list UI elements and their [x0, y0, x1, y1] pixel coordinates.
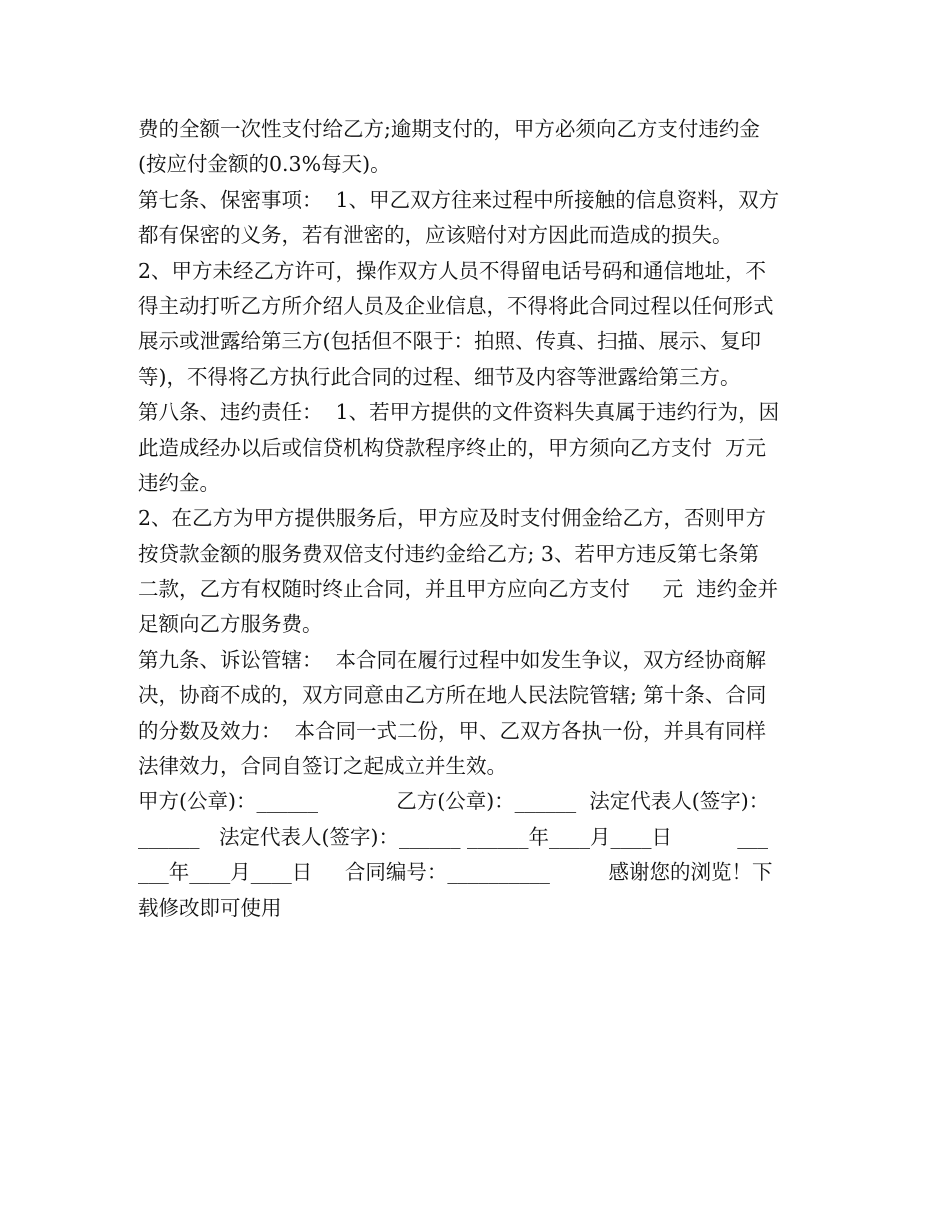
text-line: 2、甲方未经乙方许可，操作双方人员不得留电话号码和通信地址，不: [138, 258, 767, 283]
text-line: 展示或泄露给第三方(包括但不限于：拍照、传真、扫描、展示、复印: [138, 329, 761, 354]
text-line: 足额向乙方服务费。: [138, 612, 323, 637]
text-line: 第八条、违约责任： 1、若甲方提供的文件资料失真属于违约行为，因: [138, 400, 780, 425]
text-line: 此造成经办以后或信贷机构贷款程序终止的，甲方须向乙方支付 万元: [138, 435, 767, 460]
text-line: 二款，乙方有权随时终止合同，并且甲方应向乙方支付 元 违约金并: [138, 577, 779, 602]
text-line: 得主动打听乙方所介绍人员及企业信息，不得将此合同过程以任何形式: [138, 293, 774, 318]
text-line: 等)，不得将乙方执行此合同的过程、细节及内容等泄露给第三方。: [138, 364, 741, 389]
contract-text: [138, 112, 818, 926]
text-line: 第九条、诉讼管辖： 本合同在履行过程中如发生争议，双方经协商解: [138, 647, 767, 672]
text-line: 载修改即可使用: [138, 895, 282, 920]
text-line: 按贷款金额的服务费双倍支付违约金给乙方; 3、若甲方违反第七条第: [138, 541, 759, 566]
signature-line: 甲方(公章)：______ 乙方(公章)：______ 法定代表人(签字)：: [138, 789, 770, 814]
text-line: 决，协商不成的，双方同意由乙方所在地人民法院管辖; 第十条、合同: [138, 683, 767, 708]
signature-line: ___年____月____日 合同编号：__________ 感谢您的浏览！下: [138, 860, 773, 885]
signature-line: ______ 法定代表人(签字)：______ ______年____月____日 ___: [138, 824, 768, 849]
text-line: (按应付金额的0.3%每天)。: [138, 152, 391, 177]
text-line: 法律效力，合同自签订之起成立并生效。: [138, 754, 507, 779]
text-line: 2、在乙方为甲方提供服务后，甲方应及时支付佣金给乙方，否则甲方: [138, 506, 767, 531]
text-line: 费的全额一次性支付给乙方;逾期支付的，甲方必须向乙方支付违约金: [138, 117, 760, 141]
text-line: 的分数及效力： 本合同一式二份，甲、乙双方各执一份，并具有同样: [138, 718, 767, 743]
text-line: 第七条、保密事项： 1、甲乙双方往来过程中所接触的信息资料，双方: [138, 187, 780, 212]
text-line: 违约金。: [138, 470, 220, 495]
text-line: 都有保密的义务，若有泄密的，应该赔付对方因此而造成的损失。: [138, 223, 733, 248]
